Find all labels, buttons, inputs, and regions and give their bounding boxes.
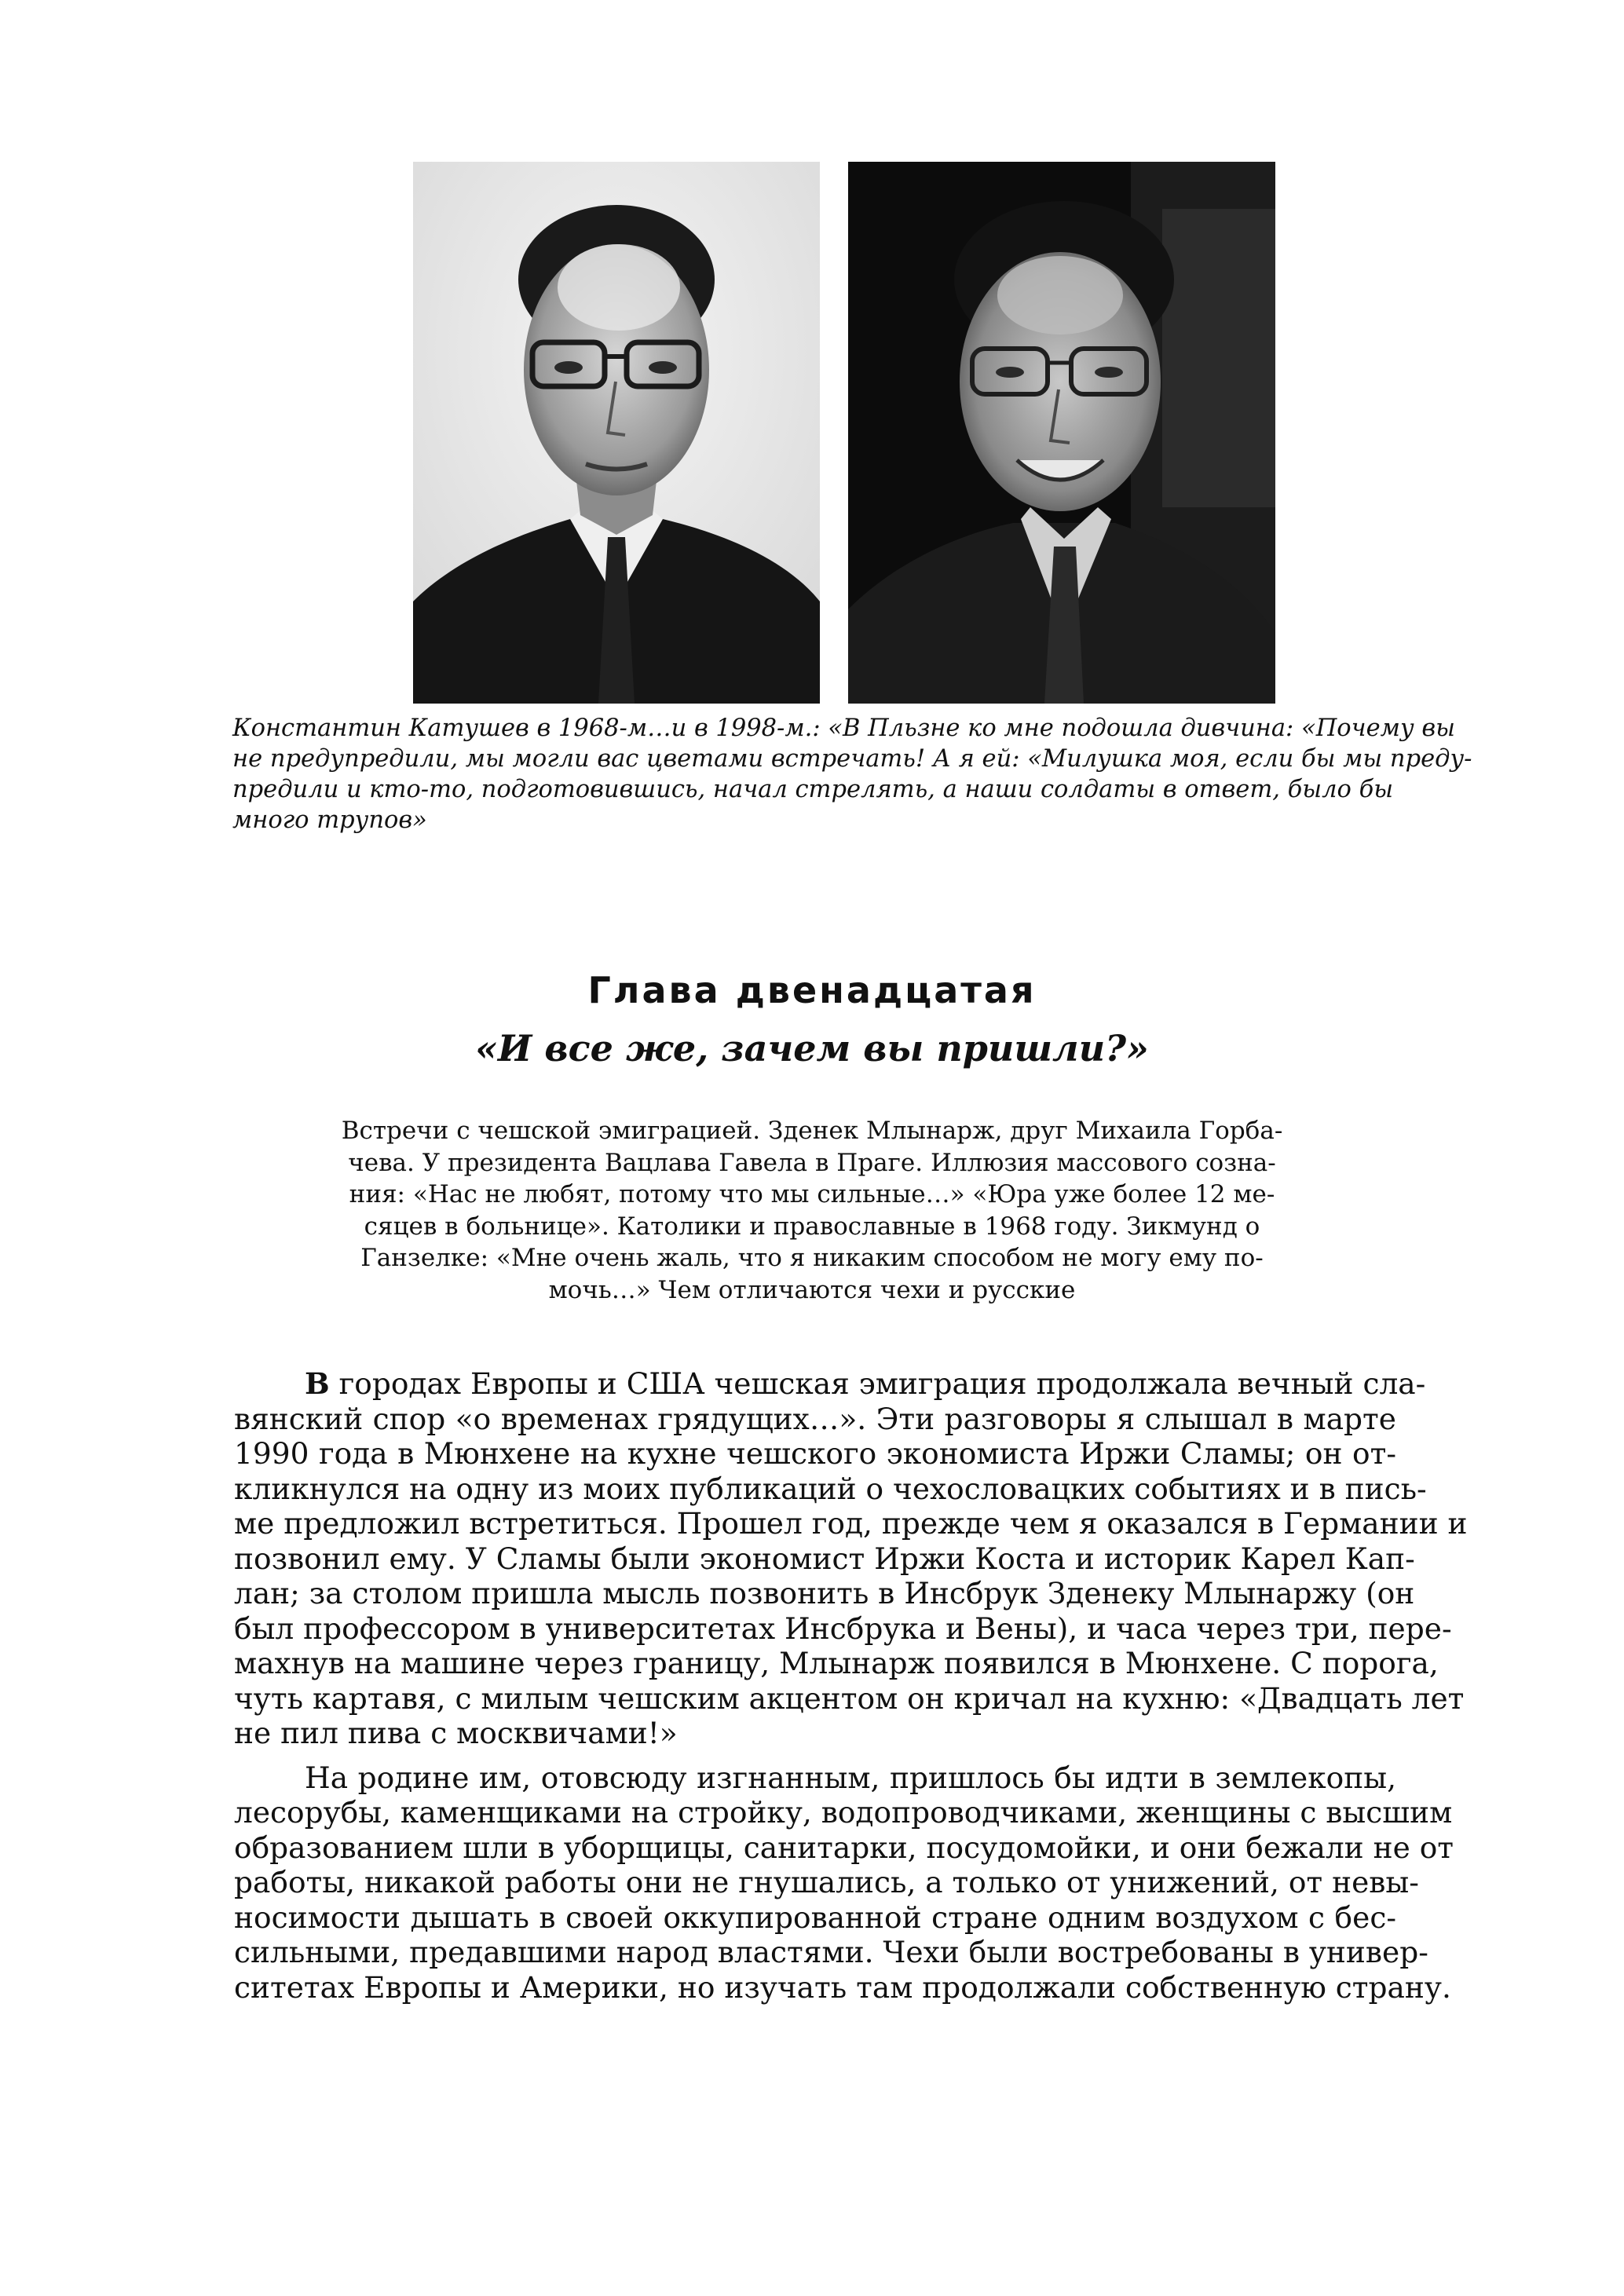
body-line: лан; за столом пришла мысль позвонить в Инсбрук Зденеку Млынаржу (он xyxy=(234,1576,1415,1610)
chapter-synopsis xyxy=(283,1115,1341,1306)
portrait-1998-image xyxy=(848,162,1275,704)
synopsis-line: мочь…» Чем отличаются чехи и русские xyxy=(548,1275,1076,1304)
synopsis-line: Встречи с чешской эмиграцией. Зденек Млынарж, друг Михаила Горба- xyxy=(341,1117,1283,1145)
body-line: лесорубы, каменщиками на стройку, водопроводчиками, женщины с высшим xyxy=(234,1795,1453,1830)
body-line: образованием шли в уборщицы, санитарки, посудомойки, и они бежали не от xyxy=(234,1830,1454,1865)
body-line: ме предложил встретиться. Прошел год, прежде чем я оказался в Германии и xyxy=(234,1506,1468,1541)
body-line: позвонил ему. У Сламы были экономист Иржи Коста и историк Карел Кап- xyxy=(234,1541,1415,1576)
body-line: работы, никакой работы они не гнушались, а только от унижений, от невы- xyxy=(234,1865,1419,1899)
paragraph-1 xyxy=(234,1366,1468,1751)
synopsis-line: чева. У президента Вацлава Гавела в Праге. Иллюзия массового созна- xyxy=(348,1148,1276,1177)
body-text xyxy=(234,1366,1468,2005)
body-line: 1990 года в Мюнхене на кухне чешского экономиста Иржи Сламы; он от- xyxy=(234,1436,1396,1471)
body-line: На родине им, отовсюду изгнанным, пришлось бы идти в землекопы, xyxy=(305,1760,1396,1795)
portrait-photo-1968 xyxy=(413,162,820,704)
caption-line: не предупредили, мы могли вас цветами встречать! А я ей: «Милушка моя, если бы мы преду- xyxy=(232,745,1472,773)
chapter-subtitle: «И все же, зачем вы пришли?» xyxy=(475,1027,1149,1069)
caption-line: Константин Катушев в 1968-м…и в 1998-м.: «В Пльзне ко мне подошла дивчина: «Почему вы xyxy=(232,715,1455,742)
body-line: вянский спор «о временах грядущих…». Эти разговоры я слышал в марте xyxy=(234,1401,1396,1436)
portrait-photo-1998 xyxy=(848,162,1275,704)
photo-caption xyxy=(232,713,1472,835)
body-line: кликнулся на одну из моих публикаций о чехословацких событиях и в пись- xyxy=(234,1471,1427,1506)
dropcap-letter: В xyxy=(305,1366,330,1401)
portrait-1968-image xyxy=(413,162,820,704)
synopsis-line: ния: «Нас не любят, потому что мы сильные…» «Юра уже более 12 ме- xyxy=(349,1180,1275,1208)
chapter-title: Глава двенадцатая xyxy=(587,969,1037,1011)
paragraph-gap xyxy=(234,1751,1396,1760)
paragraph-2 xyxy=(234,1760,1454,2005)
body-line: ситетах Европы и Америки, но изучать там продолжали собственную страну. xyxy=(234,1969,1451,2005)
synopsis-line: сяцев в больнице». Католики и православные в 1968 году. Зикмунд о xyxy=(364,1212,1260,1241)
body-line: был профессором в университетах Инсбрука и Вены), и часа через три, пере- xyxy=(234,1610,1452,1646)
body-line: чуть картавя, с милым чешским акцентом он кричал на кухню: «Двадцать лет xyxy=(234,1680,1465,1716)
caption-line: предили и кто-то, подготовившись, начал стрелять, а наши солдаты в ответ, было бы xyxy=(232,776,1394,803)
body-line: носимости дышать в своей оккупированной стране одним воздухом с бес- xyxy=(234,1899,1396,1935)
body-line: сильными, предавшими народ властями. Чехи были востребованы в универ- xyxy=(234,1935,1428,1969)
body-line: махнув на машине через границу, Млынарж появился в Мюнхене. С порога, xyxy=(234,1646,1439,1680)
synopsis-line: Ганзелке: «Мне очень жаль, что я никаким способом не могу ему по- xyxy=(360,1244,1264,1272)
first-line-text: городах Европы и США чешская эмиграция продолжала вечный сла- xyxy=(329,1366,1426,1401)
caption-line: много трупов» xyxy=(232,806,427,834)
body-line xyxy=(234,1366,1426,1402)
body-line: не пил пива с москвичами!» xyxy=(234,1716,678,1750)
